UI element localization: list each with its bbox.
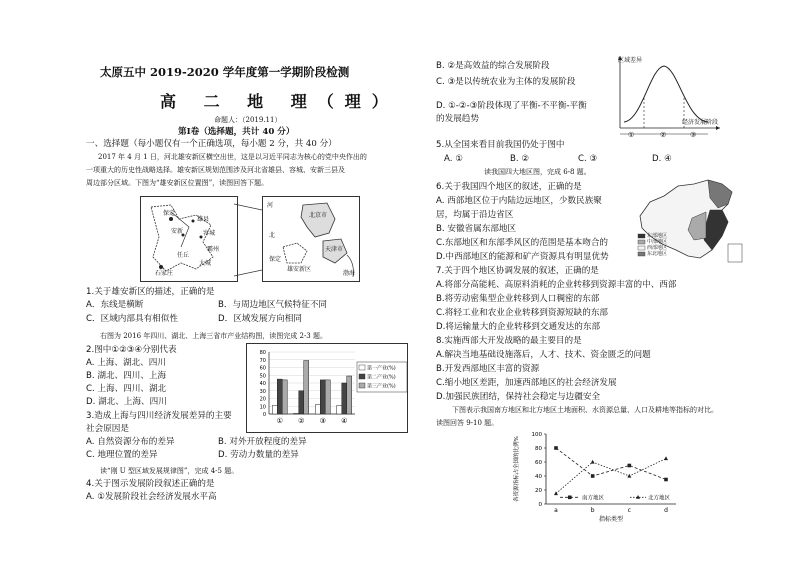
inverted-u-curve-diagram bbox=[612, 52, 724, 140]
bar-legend-swatch bbox=[359, 365, 365, 370]
q3-option-c: C. 地理位置的差异 bbox=[86, 450, 158, 460]
q6-stem: 6.关于我国四个地区的叙述，正确的是 bbox=[436, 182, 582, 192]
author-line: 命题人：（2019.11） bbox=[214, 116, 282, 124]
intro5-line1: 下图表示我国南方地区和北方地区土地面积、水资源总量、人口及耕地等指标的对比。 bbox=[452, 406, 718, 414]
line-point-north bbox=[664, 456, 668, 460]
q5-stem: 5.从全国来看目前我国仍处于图中 bbox=[436, 140, 565, 150]
line-ytick-label: 100 bbox=[531, 432, 542, 438]
q3-stem-cont: 社会原因是 bbox=[86, 424, 129, 434]
line-y-axis-title: 各资源指标占全国的比例% bbox=[514, 436, 520, 502]
map-label-baoding-right: 保定 bbox=[269, 256, 282, 263]
line-xtick-label: b bbox=[590, 507, 595, 514]
line-ytick-label: 40 bbox=[535, 474, 542, 480]
bar-ytick-label: 50 bbox=[259, 373, 266, 380]
china-legend-central: 中部地区 bbox=[647, 239, 668, 245]
line-ytick-label: 20 bbox=[535, 488, 542, 494]
bar-ytick-label: 60 bbox=[259, 365, 266, 372]
bar-ytick-label: 80 bbox=[259, 350, 266, 356]
line-legend-label-north: 北方地区 bbox=[648, 495, 671, 502]
intro2: 右图为 2016 年四川、湖北、上海三省市产业结构图，读图完成 2-3 题。 bbox=[100, 332, 327, 340]
line-point-south bbox=[554, 446, 558, 450]
q8-option-c: C.缩小地区差距，加速西部地区的社会经济发展 bbox=[436, 378, 617, 388]
q3-option-b: B. 对外开放程度的差异 bbox=[218, 437, 307, 447]
q4-stem: 4.关于图示发展阶段叙述正确的是 bbox=[86, 479, 215, 489]
bar-2-cat-2 bbox=[299, 391, 304, 414]
q8-option-b: B.开发西部地区丰富的资源 bbox=[436, 364, 540, 374]
line-ytick-label: 80 bbox=[535, 446, 542, 452]
q8-option-a: A.解决当地基础设施落后，人才、技术、资金匮乏的问题 bbox=[436, 350, 651, 360]
exam-title: 太原五中 2019-2020 学年度第一学期阶段检测 bbox=[100, 65, 350, 79]
map-label-beijing: 北京市 bbox=[309, 212, 328, 219]
line-point-north bbox=[591, 460, 595, 464]
map-label-anxin: 安新 bbox=[171, 228, 184, 235]
line-point-south bbox=[628, 464, 632, 468]
line-xtick-label: a bbox=[554, 507, 558, 514]
bar-category-label: ④ bbox=[341, 417, 348, 425]
section-title: 第Ⅰ卷（选择题，共计 40 分） bbox=[178, 127, 295, 137]
china-legend-east: 东部地区 bbox=[647, 233, 668, 239]
q6-option-a: A. 西部地区位于内陆边远地区，少数民族聚 bbox=[436, 196, 602, 206]
bar-ytick-label: 70 bbox=[259, 357, 266, 364]
q7-option-c: C.将轻工业和农业企业转移到资源短缺的东部 bbox=[436, 308, 609, 318]
line-ytick-label: 60 bbox=[535, 460, 542, 466]
q8-option-d: D.加强民族团结，保持社会稳定与边疆安全 bbox=[436, 392, 601, 402]
south-north-resource-chart bbox=[510, 428, 700, 524]
q1-option-d: D．区域发展方向相同 bbox=[218, 314, 302, 324]
bar-1-cat-3 bbox=[315, 405, 320, 414]
bar-2-cat-3 bbox=[320, 380, 325, 414]
q1-option-b: B．与周边地区气候特征不同 bbox=[218, 300, 328, 310]
q5-option-b: B. ② bbox=[510, 154, 530, 164]
q4-option-b: B. ②是高效益的综合发展阶段 bbox=[436, 61, 550, 71]
line-xtick-label: c bbox=[627, 507, 631, 514]
xiongan-location-map-right bbox=[262, 196, 360, 282]
map-label-xiongan: 雄安新区 bbox=[287, 266, 312, 273]
map-label-shijiazhuang: 石家庄 bbox=[155, 270, 174, 277]
map-label-xiongxian: 雄县 bbox=[197, 216, 210, 223]
map-label-he: 河 bbox=[267, 202, 274, 209]
q5-option-d: D. ④ bbox=[652, 154, 672, 164]
xiongan-location-map-left bbox=[140, 196, 238, 282]
q4-option-c: C. ③是以传统农业为主体的发展阶段 bbox=[436, 77, 576, 87]
q4-option-d: D. ①-②-③阶段体现了平衡-不平衡-平衡 bbox=[436, 101, 587, 111]
china-legend-west: 西部地区 bbox=[647, 245, 668, 251]
bar-1-cat-1 bbox=[272, 405, 277, 414]
q6-option-a-cont: 居，均属于沿边省区 bbox=[436, 210, 514, 220]
bar-1-cat-4 bbox=[337, 405, 342, 414]
q2-option-d: D. 湖北、上海、四川 bbox=[86, 397, 167, 407]
bar-legend-swatch bbox=[359, 383, 365, 388]
bar-3-cat-3 bbox=[325, 380, 330, 414]
china-legend-northeast: 东北地区 bbox=[647, 251, 668, 257]
industry-structure-chart bbox=[246, 343, 408, 433]
bar-2-cat-4 bbox=[342, 383, 347, 414]
map-label-baoding: 保定 bbox=[163, 210, 176, 217]
intro1-line3: 周边部分区域。下图为“雄安新区位置图”，读图回答下题。 bbox=[86, 179, 269, 187]
q7-option-d: D.将运输量大的企业转移到交通发达的东部 bbox=[436, 322, 601, 332]
intro1-line2: 一项重大的历史性战略选择。雄安新区规划范围涉及河北省雄县、容城、安新三县及 bbox=[86, 166, 345, 174]
line-xtick-label: d bbox=[664, 507, 668, 514]
q1-stem: 1.关于雄安新区的描述，正确的是 bbox=[86, 287, 215, 297]
q5-option-a: A. ① bbox=[444, 154, 463, 164]
bar-1-cat-2 bbox=[294, 413, 299, 414]
line-point-south bbox=[664, 478, 668, 482]
q6-option-d: D.中西部地区的能源和矿产资源具有明显优势 bbox=[436, 252, 609, 262]
bar-ytick-label: 40 bbox=[259, 381, 266, 387]
bar-3-cat-1 bbox=[282, 380, 287, 414]
q1-option-c: C．区域内部具有相似性 bbox=[86, 314, 178, 324]
bar-category-label: ③ bbox=[319, 417, 326, 425]
q5-option-c: C. ③ bbox=[578, 154, 598, 164]
q6-option-c: C.东部地区和东部季风区的范围是基本吻合的 bbox=[436, 238, 609, 248]
q2-option-a: A. 上海、湖北、四川 bbox=[86, 358, 166, 368]
line-point-south bbox=[591, 474, 595, 478]
bar-3-cat-2 bbox=[304, 361, 309, 414]
line-point-north bbox=[627, 474, 631, 478]
intro5-line2: 读图回答 9-10 题。 bbox=[436, 419, 499, 427]
map-label-dacheng: 大城 bbox=[199, 260, 212, 267]
bar-2-cat-1 bbox=[277, 379, 282, 414]
china-four-regions-map bbox=[636, 178, 744, 264]
intro3: 读“刚 U 型区域发展规律图”，完成 4-5 题。 bbox=[100, 467, 239, 475]
q7-option-a: A.将部分高能耗、高原料消耗的企业转移到资源丰富的中、西部 bbox=[436, 280, 677, 290]
curve-stage-2: ② bbox=[660, 131, 667, 139]
line-legend-marker-north bbox=[636, 495, 640, 499]
curve-xlabel: 经济发展阶段 bbox=[682, 119, 719, 126]
q6-option-b: B. 安徽省属东部地区 bbox=[436, 224, 517, 234]
bar-legend-swatch bbox=[359, 374, 365, 379]
bar-category-label: ② bbox=[298, 417, 305, 425]
bar-ytick-label: 0 bbox=[262, 412, 266, 418]
line-series-1 bbox=[556, 448, 666, 480]
bar-category-label: ① bbox=[276, 417, 283, 425]
line-chart-svg bbox=[510, 428, 700, 524]
q4-option-a: A. ①发展阶段社会经济发展水平高 bbox=[86, 492, 217, 502]
bar-ytick-label: 20 bbox=[259, 396, 266, 403]
map-label-bei: 北 bbox=[269, 232, 276, 239]
curve-stage-3: ③ bbox=[690, 131, 697, 139]
bar-legend-label: 第三产业(%) bbox=[367, 383, 396, 390]
q1-option-a: A．东线是横断 bbox=[86, 300, 144, 310]
bar-chart-svg bbox=[247, 344, 407, 432]
map-connector-lines bbox=[234, 200, 264, 280]
q2-option-c: C. 上海、四川、湖北 bbox=[86, 384, 167, 394]
line-legend-label-south: 南方地区 bbox=[582, 495, 605, 502]
map-label-bazhou: 霸州 bbox=[207, 246, 220, 253]
q3-option-d: D. 劳动力数量的差异 bbox=[218, 450, 299, 460]
bar-legend-label: 第一产业(%) bbox=[367, 365, 396, 372]
map-label-tianjin: 天津市 bbox=[325, 246, 344, 253]
map-label-renqiu: 任丘 bbox=[177, 252, 190, 259]
bar-ytick-label: 30 bbox=[259, 388, 266, 395]
bar-ytick-label: 10 bbox=[259, 404, 266, 411]
line-x-axis-title: 指标类型 bbox=[598, 516, 624, 523]
subject-title: 高 二 地 理（理） bbox=[160, 92, 399, 111]
map-label-bohai: 渤海 bbox=[343, 270, 356, 277]
q3-stem: 3.造成上海与四川经济发展差异的主要 bbox=[86, 411, 232, 421]
q3-option-a: A. 自然资源分布的差异 bbox=[86, 437, 175, 447]
map-label-rongcheng: 容城 bbox=[203, 230, 216, 237]
bar-legend-label: 第二产业(%) bbox=[367, 374, 396, 381]
line-series-2 bbox=[556, 459, 666, 494]
intro1-line1: 2017 年 4 月 1 日，河北雄安新区横空出世，这是以习近平同志为核心的党中央作出的 bbox=[98, 153, 367, 161]
q4-option-d-cont: 的发展趋势 bbox=[436, 114, 479, 124]
intro4: 读我国四大地区图，完成 6-8 题。 bbox=[484, 168, 591, 176]
curve-ylabel: 区域差异 bbox=[618, 57, 643, 64]
curve-stage-1: ① bbox=[628, 131, 635, 139]
part-instructions: 一、选择题（每小题仅有一个正确选项，每小题 2 分，共 40 分） bbox=[86, 139, 337, 149]
bar-3-cat-4 bbox=[347, 376, 352, 414]
q7-option-b: B.将劳动密集型企业转移到人口稠密的东部 bbox=[436, 294, 600, 304]
q8-stem: 8.实施西部大开发战略的最主要目的是 bbox=[436, 336, 582, 346]
q2-option-b: B. 湖北、四川、上海 bbox=[86, 371, 167, 381]
q7-stem: 7.关于四个地区协调发展的叙述，正确的是 bbox=[436, 266, 599, 276]
line-ytick-label: 0 bbox=[538, 502, 542, 508]
q2-stem: 2.图中①②③④分别代表 bbox=[86, 345, 177, 355]
line-point-north bbox=[554, 491, 558, 495]
